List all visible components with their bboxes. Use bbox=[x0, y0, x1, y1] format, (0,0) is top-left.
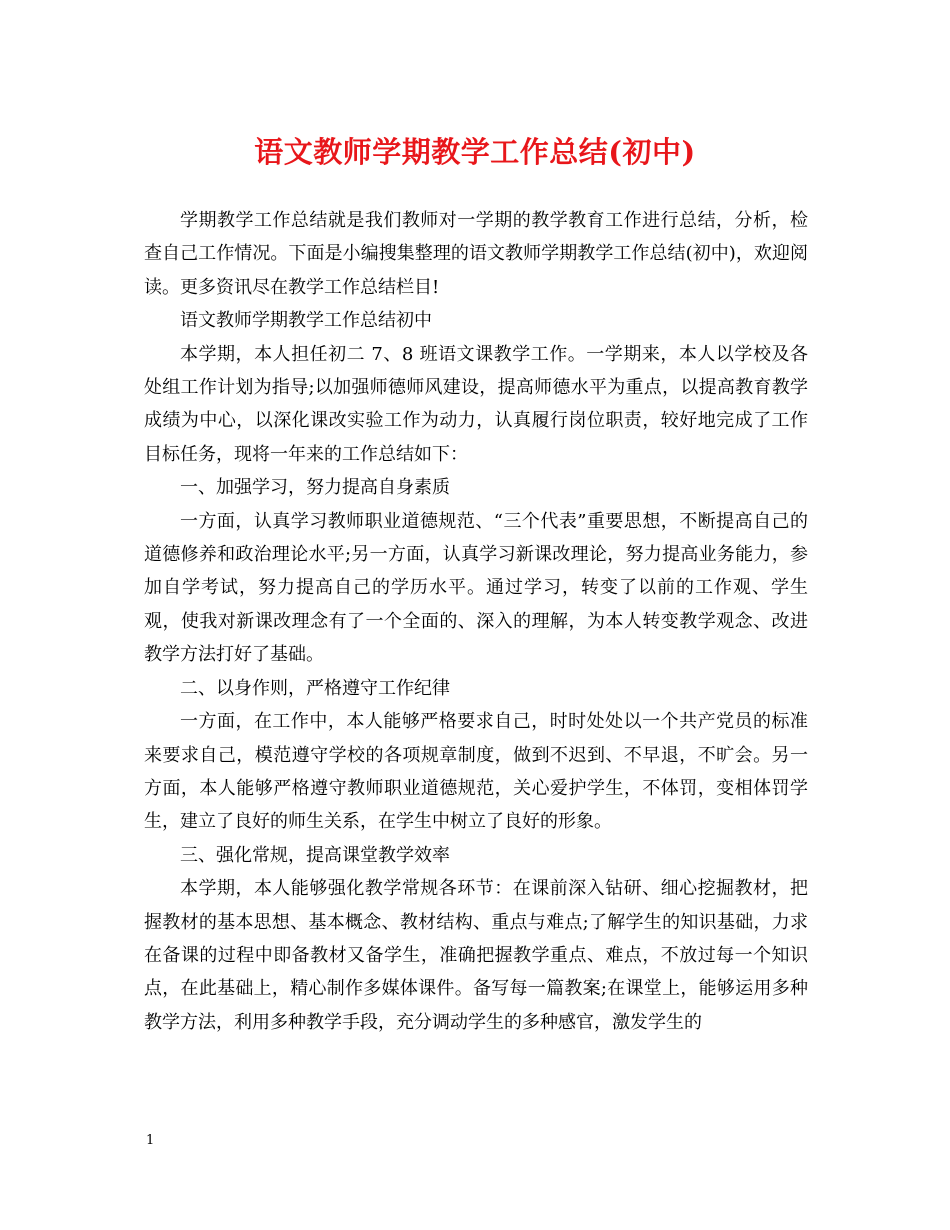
paragraph-section-3: 本学期，本人能够强化教学常规各环节：在课前深入钻研、细心挖掘教材，把握教材的基本思想、基本概念、教材结构、重点与难点;了解学生的知识基础，力求在备课的过程中即备教材又备学生，准确把握教学重点、难点，不放过每一个知识点，在此基础上，精心制作多媒体课件。备写每一篇教案;在课堂上，能够运用多种教学方法，利用多种教学手段，充分调动学生的多种感官，激发学生的 bbox=[144, 878, 808, 1033]
paragraph-intro: 学期教学工作总结就是我们教师对一学期的教学教育工作进行总结，分析，检查自己工作情况。下面是小编搜集整理的语文教师学期教学工作总结(初中)，欢迎阅读。更多资讯尽在教学工作总结栏目! bbox=[144, 210, 808, 298]
paragraph-overview: 本学期，本人担任初二 7、8 班语文课教学工作。一学期来，本人以学校及各处组工作计划为指导;以加强师德师风建设，提高师德水平为重点，以提高教育教学成绩为中心，以深化课改实验工作为动力，认真履行岗位职责，较好地完成了工作目标任务，现将一年来的工作总结如下： bbox=[144, 343, 808, 465]
document-title: 语文教师学期教学工作总结(初中) bbox=[254, 135, 696, 169]
section-heading-3: 三、强化常规，提高课堂教学效率 bbox=[180, 844, 450, 866]
section-heading-1: 一、加强学习，努力提高自身素质 bbox=[180, 477, 450, 499]
page-number: 1 bbox=[146, 1133, 155, 1148]
document-body bbox=[144, 204, 808, 1039]
section-heading-2: 二、以身作则，严格遵守工作纪律 bbox=[180, 677, 450, 699]
paragraph-section-2: 一方面，在工作中，本人能够严格要求自己，时时处处以一个共产党员的标准来要求自己，模范遵守学校的各项规章制度，做到不迟到、不早退，不旷会。另一方面，本人能够严格遵守教师职业道德规范，关心爱护学生，不体罚，变相体罚学生，建立了良好的师生关系，在学生中树立了良好的形象。 bbox=[144, 711, 808, 833]
paragraph-subtitle: 语文教师学期教学工作总结初中 bbox=[180, 310, 432, 332]
paragraph-section-1: 一方面，认真学习教师职业道德规范、“三个代表”重要思想，不断提高自己的道德修养和政治理论水平;另一方面，认真学习新课改理论，努力提高业务能力，参加自学考试，努力提高自己的学历水平。通过学习，转变了以前的工作观、学生观，使我对新课改理念有了一个全面的、深入的理解，为本人转变教学观念、改进教学方法打好了基础。 bbox=[144, 510, 808, 666]
